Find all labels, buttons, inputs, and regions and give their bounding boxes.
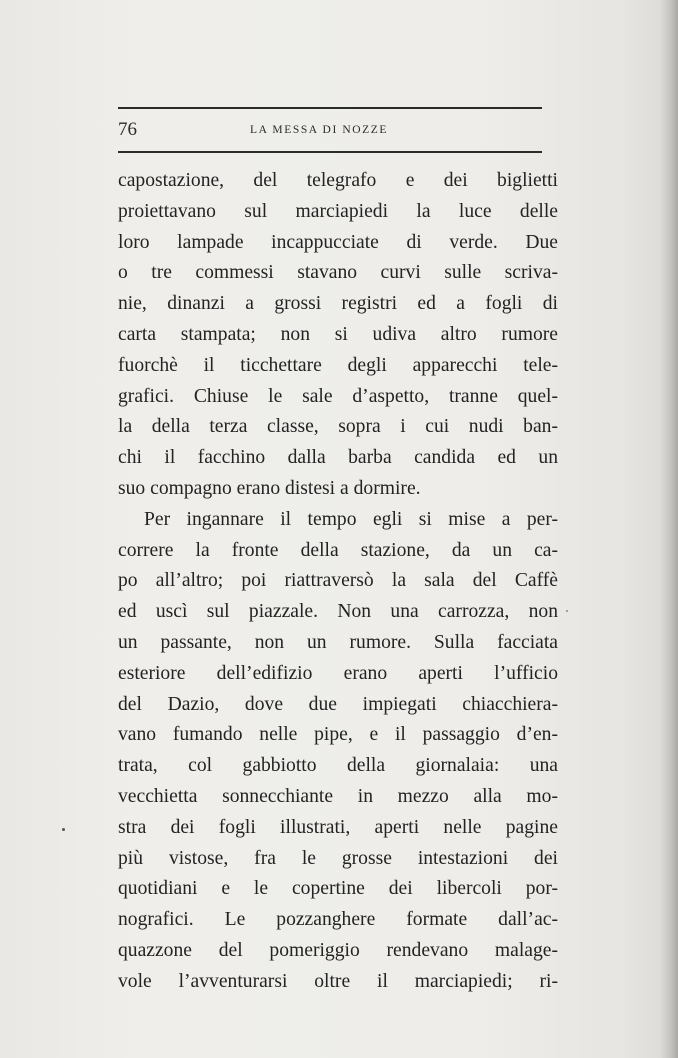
text-line: più vistose, fra le grosse intestazioni dei	[118, 847, 558, 869]
text-line: ed uscì sul piazzale. Non una carrozza, non	[118, 601, 558, 623]
text-line: trata, col gabbiotto della giornalaia: una	[118, 755, 558, 777]
page-gutter-shadow	[660, 0, 678, 1058]
header-rule-bottom	[118, 151, 542, 153]
text-line: grafici. Chiuse le sale d’aspetto, tranne quel-	[118, 385, 558, 407]
text-line: o tre commessi stavano curvi sulle scriva-	[118, 262, 558, 284]
paper-speck	[62, 828, 65, 831]
text-line: quazzone del pomeriggio rendevano malage-	[118, 940, 558, 961]
text-line: vano fumando nelle pipe, e il passaggio d’en-	[118, 724, 558, 746]
text-line: stra dei fogli illustrati, aperti nelle pagine	[118, 816, 558, 838]
text-line: suo compagno erano distesi a dormire.	[118, 478, 421, 499]
text-line: nografici. Le pozzanghere formate dall’ac-	[118, 909, 558, 931]
text-line: capostazione, del telegrafo e dei biglietti	[118, 170, 558, 191]
text-line: carta stampata; non si udiva altro rumore	[118, 324, 558, 345]
text-line: chi il facchino dalla barba candida ed un	[118, 447, 558, 469]
paper-speck	[566, 610, 568, 612]
text-line: Per ingannare il tempo egli si mise a per-	[144, 508, 558, 530]
text-line: correre la fronte della stazione, da un ca-	[118, 539, 558, 561]
text-line: vecchietta sonnecchiante in mezzo alla mo-	[118, 786, 558, 807]
text-line: loro lampade incappucciate di verde. Due	[118, 231, 558, 253]
text-line: fuorchè il ticchettare degli apparecchi tele-	[118, 354, 558, 376]
text-line: la della terza classe, sopra i cui nudi ban-	[118, 416, 558, 438]
text-line: un passante, non un rumore. Sulla facciata	[118, 632, 558, 653]
text-line: quotidiani e le copertine dei libercoli por-	[118, 878, 558, 900]
text-line: nie, dinanzi a grossi registri ed a fogli di	[118, 293, 558, 315]
text-line: proiettavano sul marciapiedi la luce delle	[118, 200, 558, 222]
text-line: vole l’avventurarsi oltre il marciapiedi; ri-	[118, 970, 558, 992]
header-rule-top	[118, 107, 542, 109]
running-head: LA MESSA DI NOZZE	[250, 124, 389, 136]
page-number: 76	[118, 119, 137, 140]
text-line: esteriore dell’edifizio erano aperti l’ufficio	[118, 662, 558, 684]
text-line: po all’altro; poi riattraversò la sala del Caffè	[118, 570, 558, 592]
text-line: del Dazio, dove due impiegati chiacchiera-	[118, 693, 558, 715]
